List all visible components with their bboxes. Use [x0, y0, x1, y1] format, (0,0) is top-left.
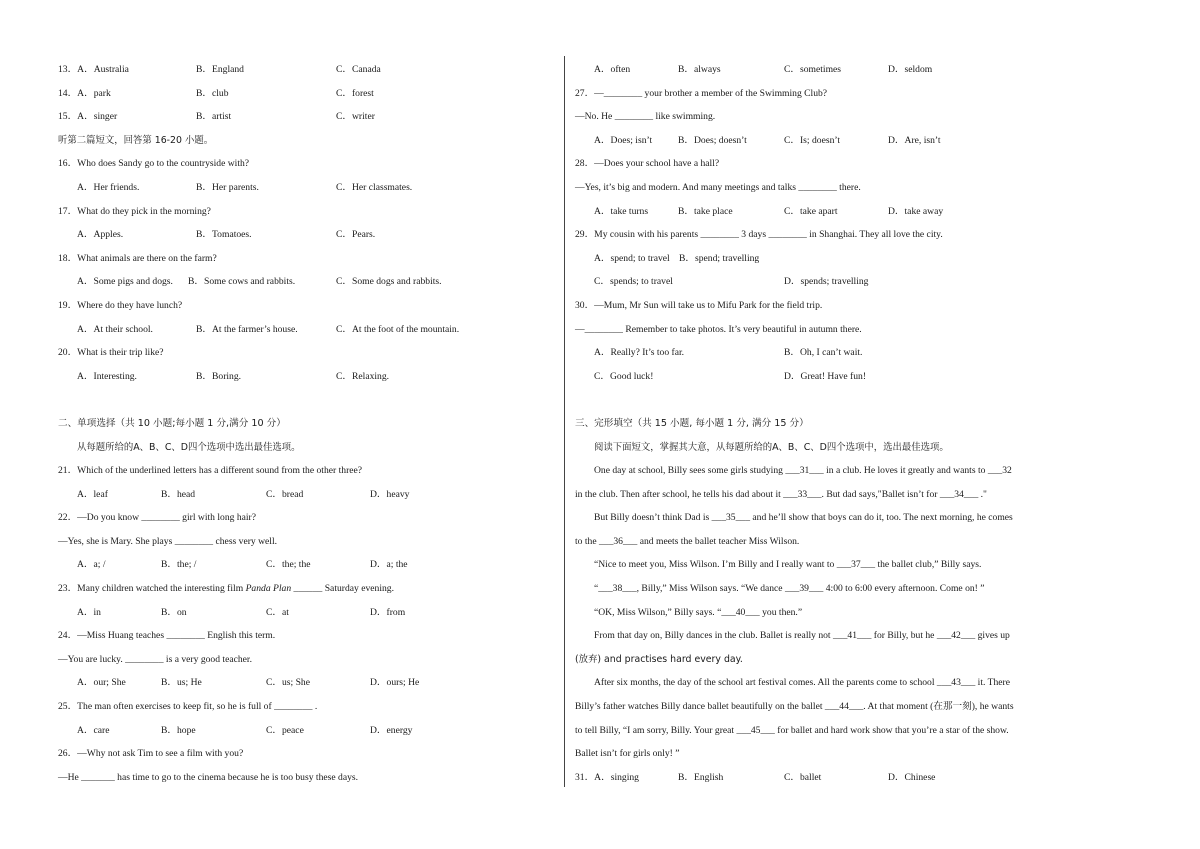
question-19-options [58, 318, 543, 342]
question-30-stem: 30．—Mum, Mr Sun will take us to Mifu Park for the field trip. [575, 299, 823, 311]
question-27-reply: —No. He ________ like swimming. [575, 111, 716, 123]
option-a: A．our; She [77, 677, 126, 689]
option-d: D．seldom [888, 64, 933, 75]
option-b: B．Boring. [196, 370, 242, 382]
cloze-line: But Billy doesn’t think Dad is ___35___ and he’ll show that boys can do it, too. The next morning, he comes [594, 512, 1013, 524]
question-24-options [58, 671, 543, 695]
option-a: A．in [77, 606, 101, 618]
question-31-options [575, 766, 1075, 790]
right-column [575, 58, 1075, 789]
option-c: C．at [266, 606, 289, 618]
cloze-line: “Nice to meet you, Miss Wilson. I’m Billy and I really want to ___37___ the ballet club,” Billy says. [594, 559, 982, 571]
option-d: D．take away [888, 205, 944, 217]
option-d: D．ours; He [370, 677, 420, 689]
option-b: B．head [161, 488, 196, 500]
option-b: B．Oh, I can’t wait. [784, 347, 863, 359]
question-25-options [58, 719, 543, 743]
option-c: C．Canada [336, 64, 381, 75]
option-a: A．Her friends. [77, 181, 140, 193]
question-23-options [58, 601, 543, 625]
option-b: B．on [161, 606, 187, 618]
option-a: 31．A．singing [575, 771, 639, 783]
question-28-options [575, 200, 1075, 224]
option-d: D．spends; travelling [784, 276, 869, 288]
question-15 [58, 105, 543, 129]
option-c: C．us; She [266, 677, 310, 689]
option-c: C．spends; to travel [594, 276, 673, 288]
option-b: B．Tomatoes. [196, 229, 252, 241]
option-a: A．spend; to travel [594, 252, 670, 264]
question-27-options [575, 129, 1075, 153]
left-column [58, 58, 543, 789]
column-divider [564, 56, 565, 787]
option-b: B．always [678, 64, 721, 75]
option-c: C．At the foot of the mountain. [336, 323, 460, 335]
question-18-stem: 18．What animals are there on the farm? [58, 252, 217, 264]
option-c: C．the; the [266, 559, 311, 571]
option-c: C．Relaxing. [336, 370, 390, 382]
option-d: D．a; the [370, 559, 408, 571]
cloze-line: From that day on, Billy dances in the club. Ballet is really not ___41___ for Billy, but he ___42___ gives up [594, 630, 1010, 642]
option-d: D．Great! Have fun! [784, 370, 867, 382]
option-b: B．Her parents. [196, 181, 259, 193]
cloze-line: to tell Billy, “I am sorry, Billy. Your great ___45___ for ballet and hard work show that you’re a star of the show. [575, 724, 1009, 736]
option-a: A．Some pigs and dogs. [77, 276, 173, 288]
option-a: A．Really? It’s too far. [594, 347, 685, 359]
option-b: B．the; / [161, 559, 197, 571]
option-c: C．Good luck! [594, 370, 654, 382]
option-a: A．Does; isn’t [594, 134, 653, 146]
question-30-reply: —________ Remember to take photos. It’s very beautiful in autumn there. [575, 323, 862, 335]
option-b: B．club [196, 87, 229, 99]
option-b: B．Does; doesn’t [678, 134, 747, 146]
option-c: C．peace [266, 724, 304, 736]
option-a: A．care [77, 724, 110, 736]
option-a: 13．A．Australia [58, 64, 129, 75]
section2-title: 二、单项选择（共 10 小题;每小题 1 分,满分 10 分） [58, 417, 286, 429]
question-22-stem: 22．—Do you know ________ girl with long hair? [58, 512, 256, 524]
option-c: C．writer [336, 111, 375, 123]
question-23-stem [58, 577, 543, 601]
option-c: C．Her classmates. [336, 181, 413, 193]
section3-title: 三、完形填空（共 15 小题, 每小题 1 分, 满分 15 分） [575, 417, 809, 429]
option-b: B．take place [678, 205, 733, 217]
option-c: C．bread [266, 488, 304, 500]
question-20-stem: 20．What is their trip like? [58, 347, 164, 359]
option-a: A．Apples. [77, 229, 124, 241]
question-30-options-row1 [575, 341, 1075, 365]
cloze-line: Billy’s father watches Billy dance ballet beautifully on the ballet ___44___. At that moment (在那一刻), he wants [575, 701, 1014, 713]
option-c: C．Some dogs and rabbits. [336, 276, 442, 288]
option-d: D．Chinese [888, 771, 936, 783]
option-c: C．forest [336, 87, 374, 99]
option-b: B．England [196, 64, 244, 75]
question-26-reply: —He _______ has time to go to the cinema because he is too busy these days. [58, 771, 359, 783]
option-a: A．At their school. [77, 323, 153, 335]
question-19-stem: 19．Where do they have lunch? [58, 299, 183, 311]
option-b: B．English [678, 771, 724, 783]
question-17-stem: 17．What do they pick in the morning? [58, 205, 211, 217]
question-29-options-row1 [575, 247, 1075, 271]
option-d: D．Are, isn’t [888, 134, 941, 146]
passage2-instruction: 听第二篇短文，回答第 16-20 小题。 [58, 134, 214, 146]
question-26-stem: 26．—Why not ask Tim to see a film with you? [58, 748, 244, 760]
option-b: B．artist [196, 111, 232, 123]
cloze-line: Ballet isn’t for girls only! ” [575, 748, 680, 760]
option-b: B．spend; travelling [679, 252, 760, 264]
question-28-reply: —Yes, it’s big and modern. And many meetings and talks ________ there. [575, 181, 861, 193]
question-27-stem: 27．—________ your brother a member of the Swimming Club? [575, 87, 828, 99]
option-d: D．from [370, 606, 406, 618]
question-22-options [58, 553, 543, 577]
question-26-options [575, 58, 1075, 82]
question-23-pre: 23．Many children watched the interesting film [58, 583, 246, 595]
film-title: Panda Plan [245, 583, 292, 595]
question-25-stem: 25．The man often exercises to keep fit, so he is full of ________ . [58, 701, 318, 713]
question-30-options-row2 [575, 365, 1075, 389]
option-a: A．take turns [594, 205, 649, 217]
question-16-options [58, 176, 543, 200]
option-b: B．Some cows and rabbits. [188, 276, 296, 288]
option-a: A．Interesting. [77, 370, 137, 382]
section3-instruction: 阅读下面短文，掌握其大意，从每题所给的A、B、C、D四个选项中，选出最佳选项。 [594, 441, 949, 453]
option-a: A．a; / [77, 559, 106, 571]
option-a: A．often [594, 64, 631, 75]
cloze-line: to the ___36___ and meets the ballet teacher Miss Wilson. [575, 535, 800, 547]
question-21-stem: 21．Which of the underlined letters has a different sound from the other three? [58, 465, 363, 477]
cloze-line: “___38___, Billy,” Miss Wilson says. “We dance ___39___ 4:00 to 6:00 every afternoon. Come on! ” [594, 583, 985, 595]
spacer [575, 388, 1075, 412]
option-d: D．energy [370, 724, 413, 736]
option-a: 15．A．singer [58, 111, 118, 123]
option-c: C．Pears. [336, 229, 376, 241]
cloze-line: One day at school, Billy sees some girls studying ___31___ in a club. He loves it greatly and wants to ___32 [594, 465, 1012, 477]
option-b: B．At the farmer’s house. [196, 323, 298, 335]
question-20-options [58, 365, 543, 389]
option-c: C．sometimes [784, 64, 842, 75]
question-28-stem: 28．—Does your school have a hall? [575, 158, 720, 170]
question-21-options [58, 483, 543, 507]
question-24-stem: 24．—Miss Huang teaches ________ English this term. [58, 630, 276, 642]
section2-instruction: 从每题所给的A、B、C、D四个选项中选出最佳选项。 [77, 441, 301, 453]
question-18-options [58, 270, 543, 294]
spacer [58, 388, 543, 412]
option-c: C．ballet [784, 771, 822, 783]
question-29-options-row2 [575, 270, 1075, 294]
option-d: D．heavy [370, 488, 410, 500]
question-29-stem: 29．My cousin with his parents ________ 3 days ________ in Shanghai. They all love the city. [575, 229, 943, 241]
option-a: 14．A．park [58, 87, 111, 99]
option-c: C．take apart [784, 205, 838, 217]
option-a: A．leaf [77, 488, 108, 500]
cloze-line: After six months, the day of the school art festival comes. All the parents come to school ___43___ it. There [594, 677, 1010, 689]
option-b: B．hope [161, 724, 196, 736]
question-14 [58, 82, 543, 106]
question-13 [58, 58, 543, 82]
option-b: B．us; He [161, 677, 202, 689]
question-16-stem: 16．Who does Sandy go to the countryside with? [58, 158, 250, 170]
question-17-options [58, 223, 543, 247]
question-24-reply: —You are lucky. ________ is a very good teacher. [58, 653, 252, 665]
question-22-reply: —Yes, she is Mary. She plays ________ chess very well. [58, 535, 278, 547]
cloze-line: in the club. Then after school, he tells his dad about it ___33___. But dad says,"Ballet isn’t for ___34___ ." [575, 488, 987, 500]
option-c: C．Is; doesn’t [784, 134, 841, 146]
question-23-post: ______ Saturday evening. [291, 583, 394, 595]
cloze-line: (放弃) and practises hard every day. [575, 653, 743, 665]
cloze-line: “OK, Miss Wilson,” Billy says. “___40___ you then.” [594, 606, 803, 618]
